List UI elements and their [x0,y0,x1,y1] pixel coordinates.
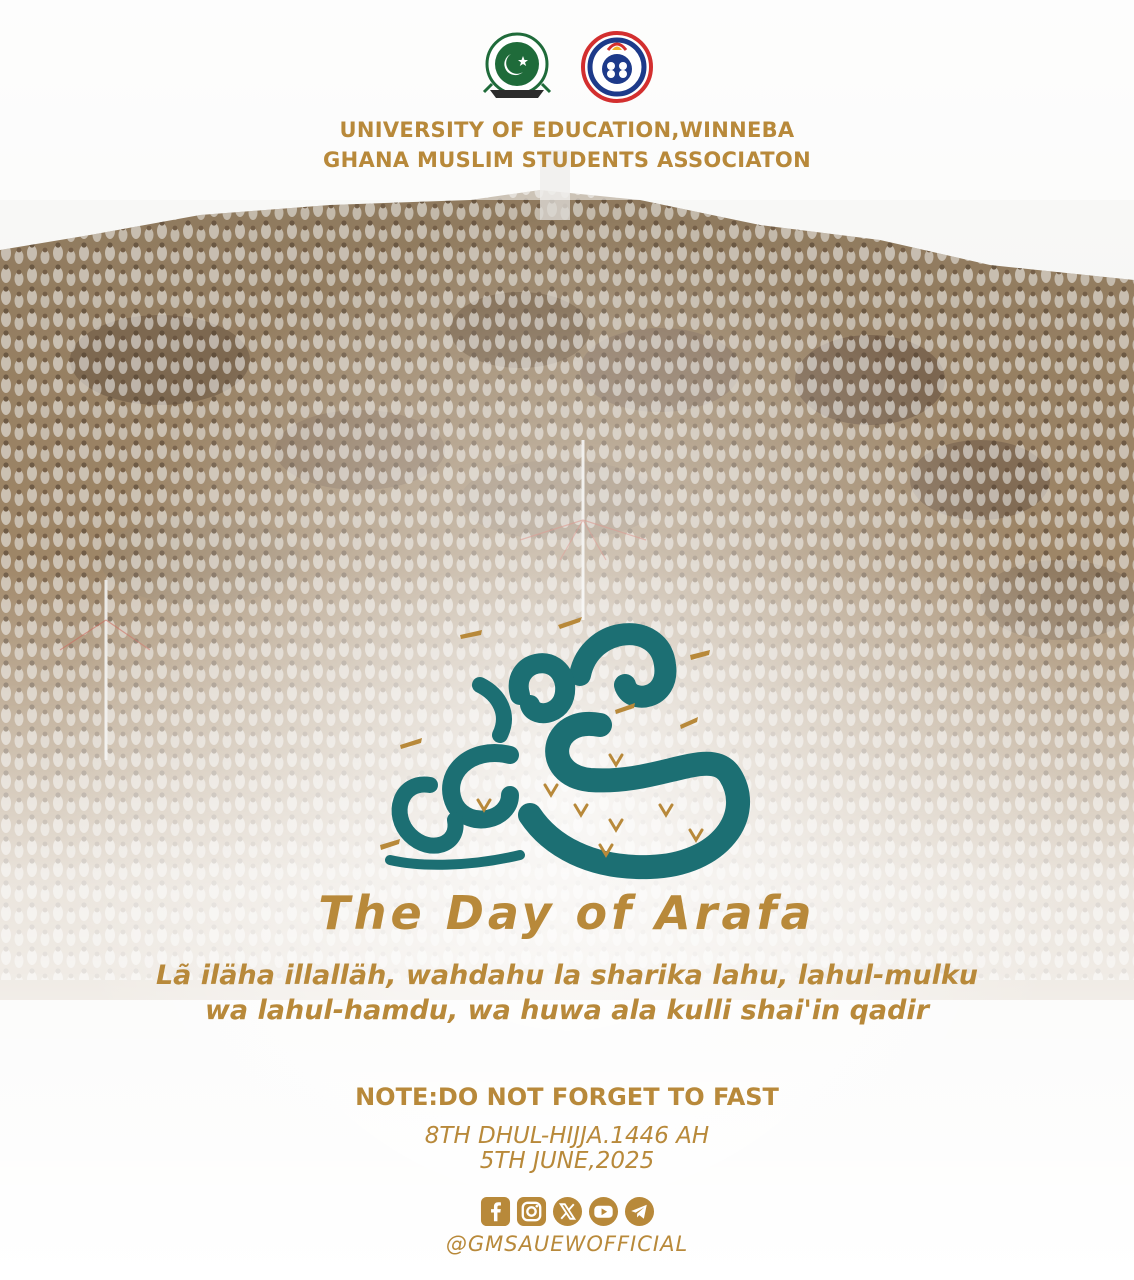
yawm-arafa-calligraphy [360,605,760,905]
facebook-icon[interactable] [480,1196,511,1227]
association-name: GHANA MUSLIM STUDENTS ASSOCIATON [323,148,811,172]
university-name: UNIVERSITY OF EDUCATION,WINNEBA [339,118,795,142]
youtube-icon[interactable] [588,1196,619,1227]
page-title: The Day of Arafa [318,886,816,940]
hijri-date: 8TH DHUL-HIJJA.1446 AH [424,1123,710,1149]
fasting-note: NOTE:DO NOT FORGET TO FAST [355,1083,779,1111]
tahlil-dhikr: Lã iläha illalläh, wahdahu la sharika lahu, lahul-mulku wa lahul-hamdu, wa huwa ala kulli shai'in qadir [155,960,979,1026]
x-icon[interactable] [552,1196,583,1227]
gregorian-date: 5TH JUNE,2025 [479,1148,655,1174]
logos-row [0,28,1134,108]
instagram-icon[interactable] [516,1196,547,1227]
gmsa-logo [478,28,556,106]
telegram-icon[interactable] [624,1196,655,1227]
university-logo [578,28,656,106]
social-icons-row [0,1196,1134,1230]
social-handle[interactable]: @GMSAUEWOFFICIAL [445,1232,689,1256]
